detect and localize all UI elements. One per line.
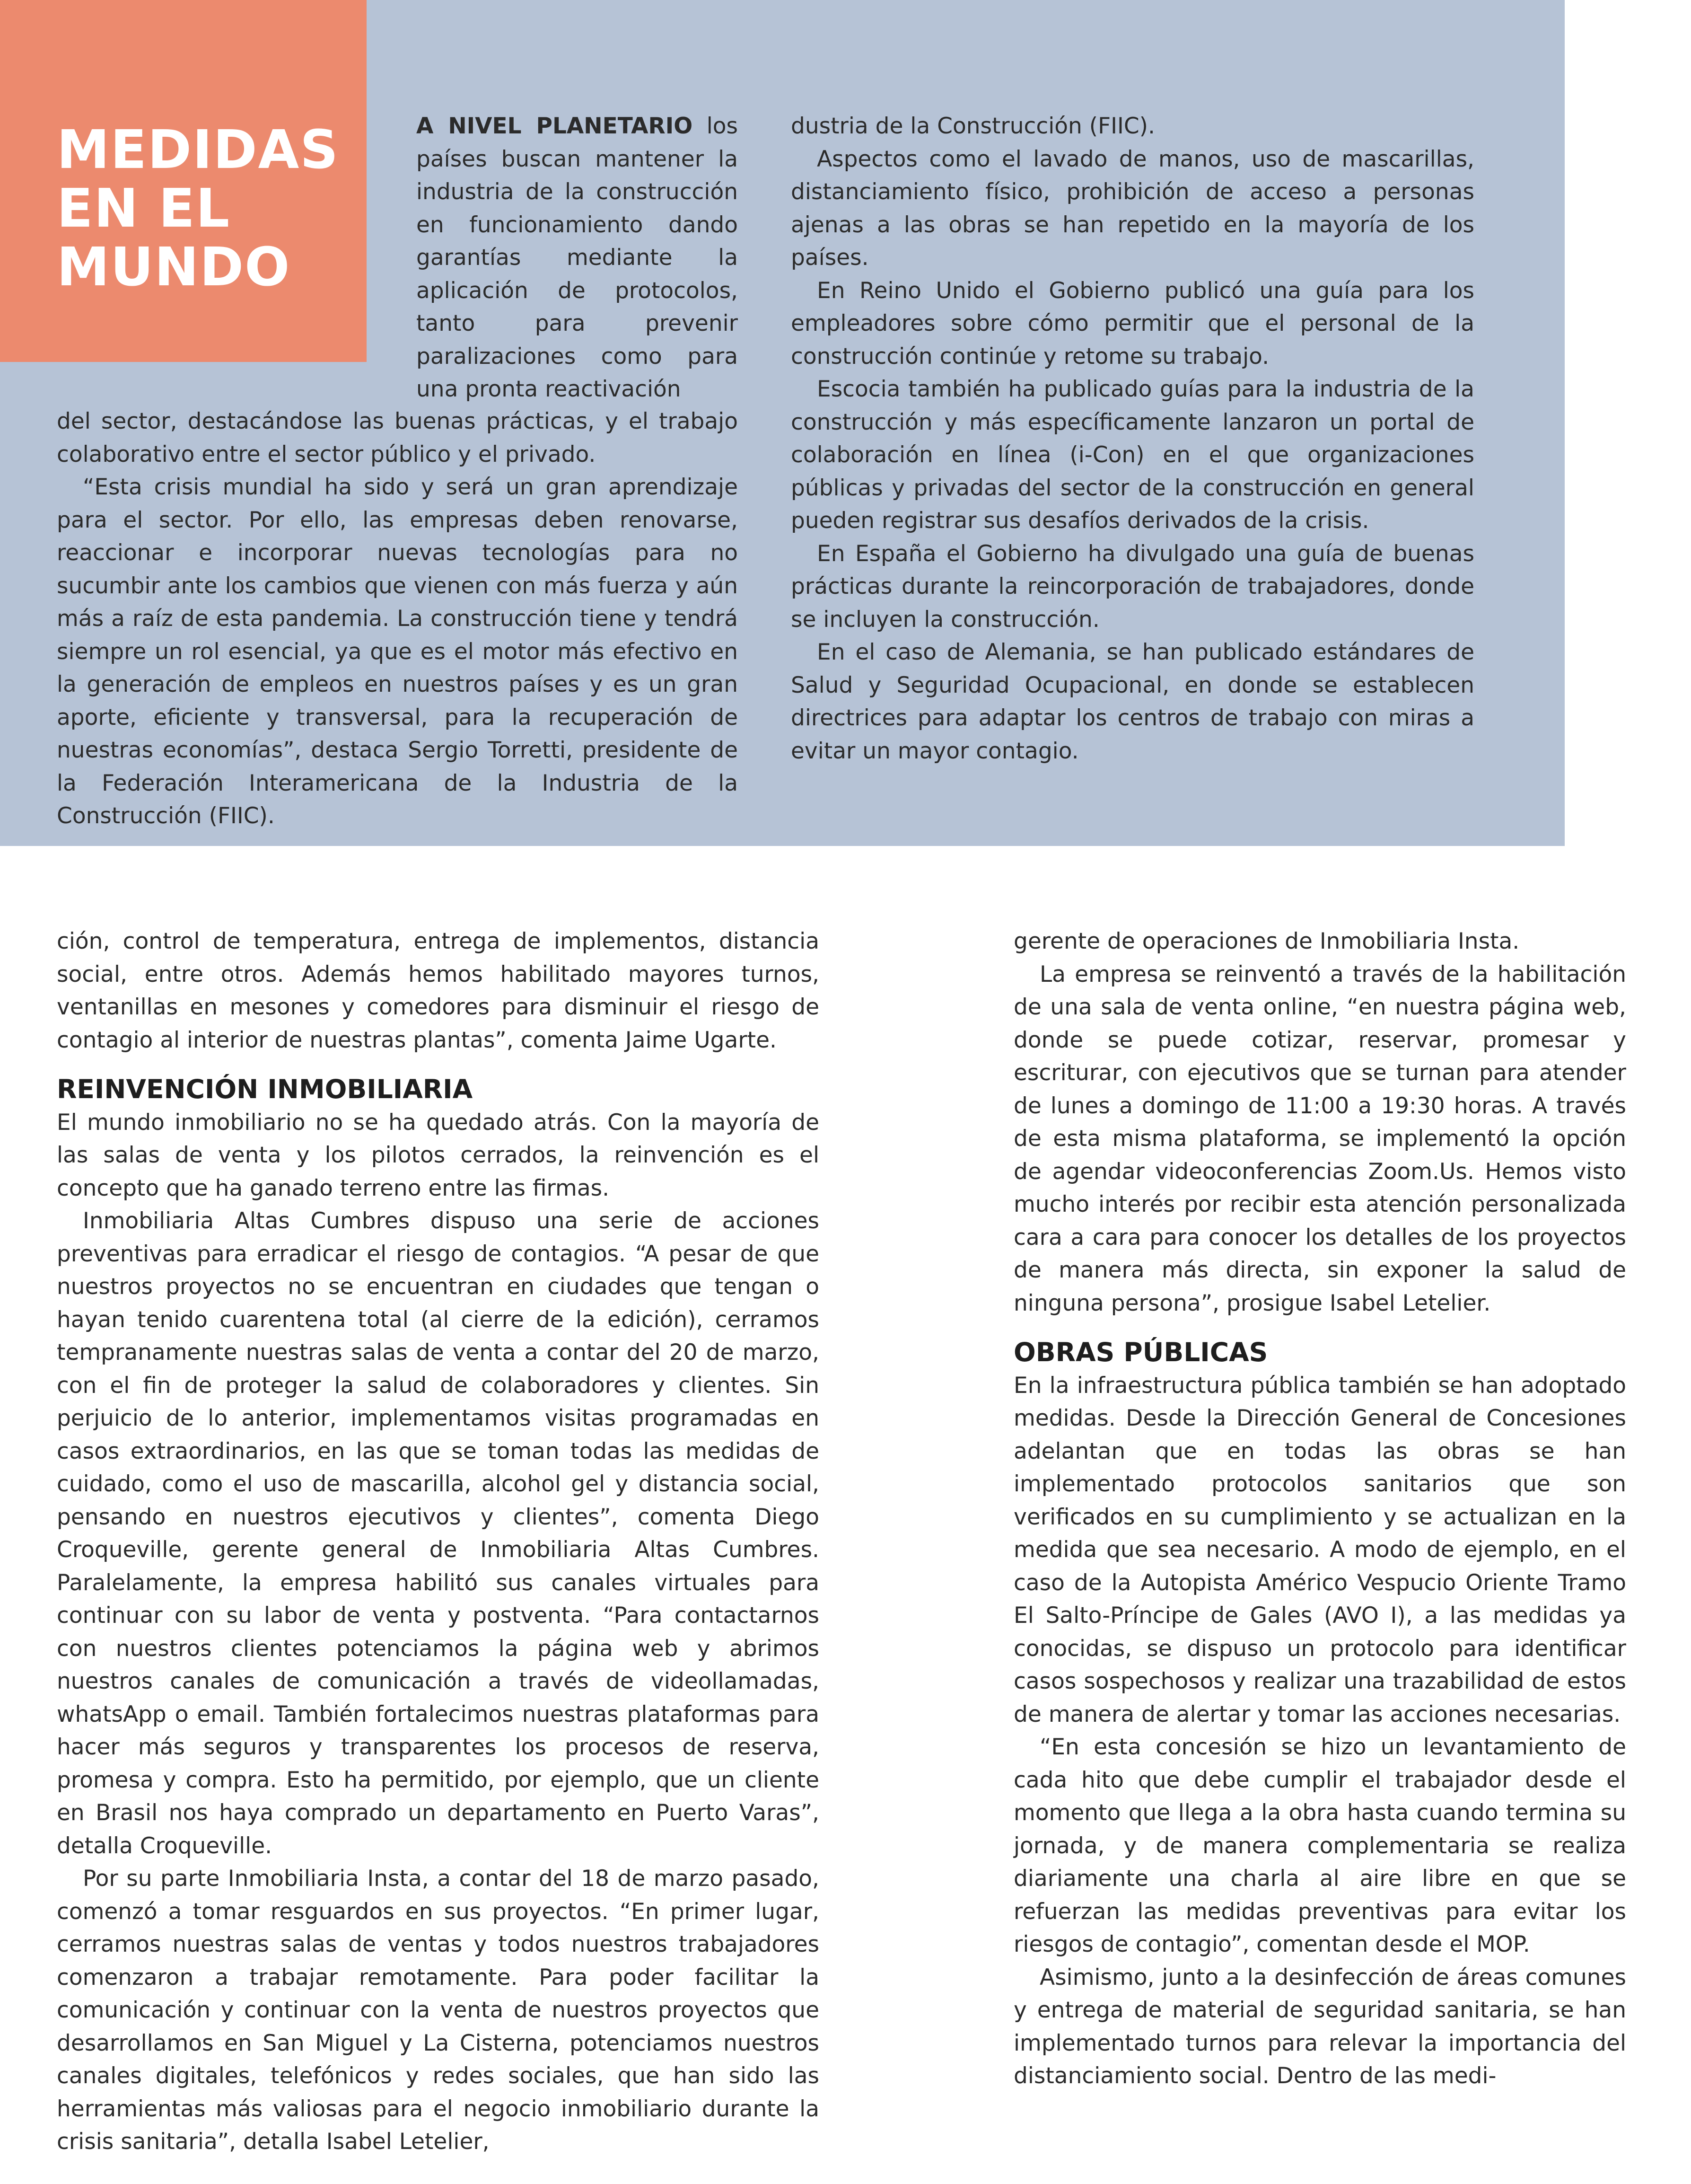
article-left-column xyxy=(57,925,819,2158)
box-lead-paragraph xyxy=(416,110,738,406)
box-lead-text: los países buscan mantener la industria de la construcción en funcionamiento dando garantías mediante la aplicación de protocolos, tanto para prevenir paralizaciones como para una pronta reactivación xyxy=(416,113,738,402)
box-col1-continue: del sector, destacándose las buenas prácticas, y el trabajo colaborativo entre el sector público y el privado. xyxy=(57,408,738,467)
right-paragraph: Asimismo, junto a la desinfección de áreas comunes y entrega de material de seguridad sanitaria, se han implementado turnos para relevar la importancia del distanciamiento social. Dentro de las medi- xyxy=(1014,1964,1626,2089)
box-col2-paragraph: En el caso de Alemania, se han publicado estándares de Salud y Seguridad Ocupacional, en donde se establecen directrices para adaptar los centros de trabajo con miras a evitar un mayor contagio. xyxy=(791,639,1474,764)
section-heading-reinvencion: REINVENCIÓN INMOBILIARIA xyxy=(57,1074,473,1104)
right-paragraph: “En esta concesión se hizo un levantamiento de cada hito que debe cumplir el trabajador desde el momento que llega a la obra hasta cuando termina su jornada, y de manera complementaria se realiza diariamente una charla al aire libre en que se refuerzan las medidas preventivas para evitar los riesgos de contagio”, comentan desde el MOP. xyxy=(1014,1734,1626,1957)
right-paragraph: La empresa se reinventó a través de la habilitación de una sala de venta online, “en nuestra página web, donde se puede cotizar, reservar, promesar y escriturar, con ejecutivos que se turnan para atender de lunes a domingo de 11:00 a 19:30 horas. A través de esta misma plataforma, se implementó la opción de agendar videoconferencias Zoom.Us. Hemos visto mucho interés por recibir esta atención personalizada cara a cara para conocer los detalles de los proyectos de manera más directa, sin exponer la salud de ninguna persona”, prosigue Isabel Letelier. xyxy=(1014,961,1626,1316)
box-col2-paragraph: En España el Gobierno ha divulgado una guía de buenas prácticas durante la reincorporación de trabajadores, donde se incluyen la construcción. xyxy=(791,540,1474,633)
box-col2-paragraph: En Reino Unido el Gobierno publicó una guía para los empleadores sobre cómo permitir que el personal de la construcción continúe y retome su trabajo. xyxy=(791,277,1474,370)
box-title-line-3: MUNDO xyxy=(57,237,291,298)
box-title xyxy=(57,121,350,297)
box-col2-paragraph: Aspectos como el lavado de manos, uso de mascarillas, distanciamiento físico, prohibición de acceso a personas ajenas a las obras se han repetido en la mayoría de los países. xyxy=(791,146,1474,271)
right-paragraph: En la infraestructura pública también se han adoptado medidas. Desde la Dirección General de Concesiones adelantan que en todas las obras se han implementado protocolos sanitarios que son verificados en su cumplimiento y se actualizan en la medida que sea necesario. A modo de ejemplo, en el caso de la Autopista Américo Vespucio Oriente Tramo El Salto-Príncipe de Gales (AVO I), a las medidas ya conocidas, se dispuso un protocolo para identificar casos sospechosos y realizar una trazabilidad de estos de manera de alertar y tomar las acciones necesarias. xyxy=(1014,1372,1626,1727)
box-col2-paragraph: Escocia también ha publicado guías para la industria de la construcción y más específicamente lanzaron un portal de colaboración en línea (i-Con) en el que organizaciones públicas y privadas del sector de la construcción en general pueden registrar sus desafíos derivados de la crisis. xyxy=(791,376,1474,534)
left-intro: ción, control de temperatura, entrega de implementos, distancia social, entre otros. Además hemos habilitado mayores turnos, ventanillas en mesones y comedores para disminuir el riesgo de contagio al interior de nuestras plantas”, comenta Jaime Ugarte. xyxy=(57,928,819,1053)
box-column-1-top xyxy=(416,110,738,406)
section-heading-obras-publicas: OBRAS PÚBLICAS xyxy=(1014,1337,1268,1367)
box-lead-bold: A NIVEL PLANETARIO xyxy=(416,113,693,139)
box-column-1-bottom xyxy=(57,405,738,833)
left-paragraph: El mundo inmobiliario no se ha quedado atrás. Con la mayoría de las salas de venta y los pilotos cerrados, la reinvención es el concepto que ha ganado terreno entre las firmas. xyxy=(57,1109,819,1201)
box-title-line-1: MEDIDAS xyxy=(57,119,339,181)
right-intro: gerente de operaciones de Inmobiliaria Insta. xyxy=(1014,928,1520,954)
left-paragraph: Por su parte Inmobiliaria Insta, a contar del 18 de marzo pasado, comenzó a tomar resguardos en sus proyectos. “En primer lugar, cerramos nuestras salas de ventas y todos nuestros trabajadores comenzaron a trabajar remotamente. Para poder facilitar la comunicación y continuar con la venta de nuestros proyectos que desarrollamos en San Miguel y La Cisterna, potenciamos nuestros canales digitales, telefónicos y redes sociales, que han sido las herramientas más valiosas para el negocio inmobiliario durante la crisis sanitaria”, detalla Isabel Letelier, xyxy=(57,1866,819,2155)
box-col1-quote: “Esta crisis mundial ha sido y será un gran aprendizaje para el sector. Por ello, las empresas deben renovarse, reaccionar e incorporar nuevas tecnologías para no sucumbir ante los cambios que vienen con más fuerza y aún más a raíz de esta pandemia. La construcción tiene y tendrá siempre un rol esencial, ya que es el motor más efectivo en la generación de empleos en nuestros países y es un gran aporte, eficiente y transversal, para la recuperación de nuestras economías”, destaca Sergio Torretti, presidente de la Federación Interamericana de la Industria de la Construcción (FIIC). xyxy=(57,474,738,829)
left-paragraph: Inmobiliaria Altas Cumbres dispuso una serie de acciones preventivas para erradicar el riesgo de contagios. “A pesar de que nuestros proyectos no se encuentran en ciudades que tengan o hayan tenido cuarentena total (al cierre de la edición), cerramos tempranamente nuestras salas de venta a contar del 20 de marzo, con el fin de proteger la salud de colaboradores y clientes. Sin perjuicio de lo anterior, implementamos visitas programadas en casos extraordinarios, en las que se toman todas las medidas de cuidado, como el uso de mascarilla, alcohol gel y distancia social, pensando en nuestros ejecutivos y clientes”, comenta Diego Croqueville, gerente general de Inmobiliaria Altas Cumbres. Paralelamente, la empresa habilitó sus canales virtuales para continuar con su labor de venta y postventa. “Para contactarnos con nuestros clientes potenciamos la página web y abrimos nuestros canales de comunicación a través de videollamadas, whatsApp o email. También fortalecimos nuestras plataformas para hacer más seguros y transparentes los procesos de reserva, promesa y compra. Esto ha permitido, por ejemplo, que un cliente en Brasil nos haya comprado un departamento en Puerto Varas”, detalla Croqueville. xyxy=(57,1208,819,1859)
box-col2-intro: dustria de la Construcción (FIIC). xyxy=(791,113,1155,139)
box-column-2 xyxy=(791,110,1474,767)
article-right-column xyxy=(1014,925,1626,2093)
box-title-line-2: EN EL xyxy=(57,178,231,239)
